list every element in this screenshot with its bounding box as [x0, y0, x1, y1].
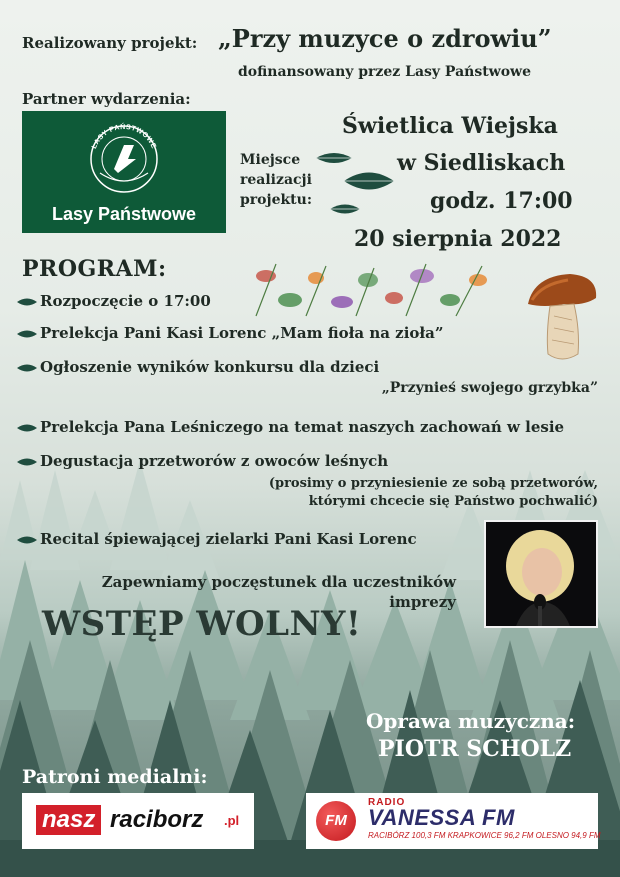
naszraciborz-logo	[22, 793, 254, 849]
lasy-emblem-icon	[22, 111, 226, 207]
vanessa-fm-logo	[306, 793, 601, 849]
program-item-subline: „Przynieś swojego grzybka”	[381, 380, 598, 396]
program-item-text: Ogłoszenie wyników konkursu dla dzieci	[40, 358, 380, 376]
event-time: godz. 17:00	[430, 188, 573, 214]
event-date: 20 sierpnia 2022	[354, 226, 562, 252]
vanessa-frequencies: RACIBÓRZ 100,3 FM KRAPKOWICE 96,2 FM OLESNO 94,9 FM	[368, 831, 601, 840]
fern-bullet-icon	[16, 362, 38, 374]
place-label-line3: projektu:	[240, 192, 312, 208]
fern-bullet-icon	[16, 534, 38, 546]
place-label-line2: realizacji	[240, 172, 312, 188]
program-item-text: Prelekcja Pani Kasi Lorenc „Mam fioła na zioła”	[40, 324, 444, 342]
refreshments-line2: imprezy	[389, 593, 456, 611]
venue-line2: w Siedliskach	[397, 150, 566, 176]
fern-bullet-icon	[16, 328, 38, 340]
fern-bullet-icon	[16, 456, 38, 468]
program-item-text: Recital śpiewającej zielarki Pani Kasi Lorenc	[40, 530, 417, 548]
singer-portrait-icon	[486, 522, 596, 626]
place-label-line1: Miejsce	[240, 152, 301, 168]
venue-line1: Świetlica Wiejska	[342, 113, 558, 139]
free-entry: WSTĘP WOLNY!	[42, 604, 362, 644]
patrons-label: Patroni medialni:	[22, 766, 208, 788]
vanessa-name: VANESSA FM	[368, 805, 515, 830]
naszraciborz-logo-pl: .pl	[224, 813, 240, 828]
program-item	[16, 530, 417, 548]
program-item	[16, 324, 444, 342]
project-title: „Przy muzyce o zdrowiu”	[218, 24, 552, 53]
project-subtitle: dofinansowany przez Lasy Państwowe	[238, 64, 532, 80]
music-performer: PIOTR SCHOLZ	[378, 736, 572, 762]
program-item-text: Rozpoczęcie o 17:00	[40, 292, 211, 310]
fern-bullet-icon	[16, 422, 38, 434]
singer-photo	[484, 520, 598, 628]
herbs-illustration	[246, 260, 502, 320]
partner-label: Partner wydarzenia:	[22, 90, 191, 108]
project-label: Realizowany projekt:	[22, 34, 198, 52]
naszraciborz-logo-red: nasz	[36, 805, 101, 835]
refreshments-line1: Zapewniamy poczęstunek dla uczestników	[101, 573, 456, 591]
logo-ring-text: LASY PAŃSTWOWE	[90, 123, 158, 150]
mushroom-illustration	[524, 270, 600, 366]
fern-leaf-icon	[328, 202, 362, 216]
program-item	[16, 358, 379, 376]
lasy-panstwowe-logo	[22, 111, 226, 233]
program-item	[16, 452, 388, 470]
program-item-subline: którymi chcecie się Państwo pochwalić)	[308, 494, 598, 509]
vanessa-fm-badge-icon: FM	[316, 801, 356, 841]
naszraciborz-logo-black: raciborz	[110, 806, 204, 833]
program-item	[16, 418, 564, 436]
program-item-text: Prelekcja Pana Leśniczego na temat naszych zachowań w lesie	[40, 418, 565, 436]
program-item-text: Degustacja przetworów z owoców leśnych	[40, 452, 389, 470]
logo-name: Lasy Państwowe	[51, 204, 197, 224]
fern-leaf-icon	[314, 150, 354, 166]
vanessa-radio-label: RADIO	[368, 797, 406, 808]
fern-leaf-icon	[342, 168, 396, 194]
program-heading: PROGRAM:	[22, 256, 167, 282]
music-label: Oprawa muzyczna:	[366, 709, 576, 733]
program-item	[16, 292, 211, 310]
program-item-subline: (prosimy o przyniesienie ze sobą przetworów,	[268, 476, 598, 491]
fern-bullet-icon	[16, 296, 38, 308]
